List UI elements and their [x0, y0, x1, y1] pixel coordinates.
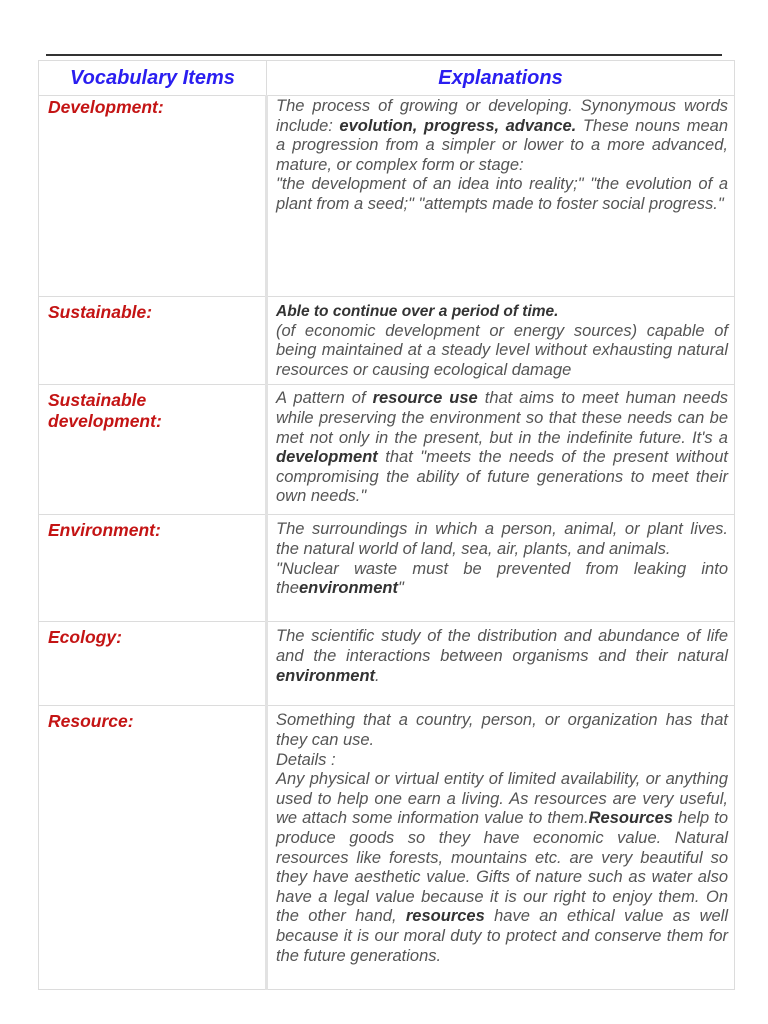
text-span: These nouns mean a progression from a simpler or lower to a more advanced, mature, or complex form or stage:: [276, 116, 728, 174]
explanation-example: [276, 560, 728, 599]
text-span: ": [397, 579, 404, 598]
bold-term: environment: [298, 579, 398, 598]
term-environment: Environment:: [39, 515, 267, 622]
term-sustainable-development: Sustainable development:: [39, 385, 267, 515]
text-span: "Nuclear waste must be prevented from leaking into the: [276, 559, 728, 598]
table-row: [39, 622, 735, 706]
bold-term: resource use: [372, 389, 478, 408]
definition-lead: Able to continue over a period of time.: [276, 303, 559, 320]
explanation-ecology: [267, 622, 735, 706]
text-span: A pattern of: [276, 389, 373, 408]
top-rule: [46, 54, 722, 56]
explanation-paragraph: [276, 389, 728, 507]
vocabulary-table: [38, 60, 735, 990]
term-ecology: Ecology:: [39, 622, 267, 706]
bold-term: development: [276, 448, 378, 467]
table-row: [39, 297, 735, 385]
bold-term: resources: [405, 907, 485, 926]
explanation-example: "the development of an idea into reality;" "the evolution of a plant from a seed;" "attempts made to foster social progress.": [276, 175, 728, 213]
text-span: Any physical or virtual entity of limited availability, or anything used to help one earn a living. As resources are very useful, we attach some information value to them.: [276, 770, 728, 828]
term-sustainable: Sustainable:: [39, 297, 267, 385]
text-span: .: [375, 666, 380, 685]
explanation-paragraph: [276, 770, 728, 966]
table-row: [39, 515, 735, 622]
text-span: help to produce goods so they have economic value. Natural resources like forests, mountains etc. are very beautiful so they have aesthetic value. Gifts of nature such as water also have a legal value because it is our right to enjoy them. On the other hand,: [276, 809, 728, 926]
table-row: [39, 385, 735, 515]
explanation-paragraph: Something that a country, person, or organization has that they can use.: [276, 711, 728, 749]
explanation-paragraph: [276, 627, 728, 686]
explanation-paragraph: The surroundings in which a person, animal, or plant lives. the natural world of land, sea, air, plants, and animals.: [276, 520, 728, 558]
term-resource: Resource:: [39, 706, 267, 990]
bold-term: environment: [276, 666, 376, 685]
header-row: [39, 61, 735, 96]
explanation-development: [267, 96, 735, 297]
explanation-paragraph: [276, 97, 728, 175]
text-span: The process of growing or developing. Synonymous words include:: [276, 97, 728, 135]
text-span: that "meets the needs of the present without compromising the ability of future generations to meet their own needs.": [276, 448, 728, 506]
bold-term: Resources: [588, 809, 673, 828]
explanation-sustainable: [267, 297, 735, 385]
header-explanations: Explanations: [267, 61, 735, 96]
table-row: [39, 96, 735, 297]
details-label: Details :: [276, 750, 336, 769]
explanation-resource: [267, 706, 735, 990]
explanation-environment: [267, 515, 735, 622]
bold-term: evolution, progress, advance.: [339, 116, 577, 135]
explanation-sustainable-development: [267, 385, 735, 515]
text-span: that aims to meet human needs while preserving the environment so that these needs can be met not only in the present, but in the indefinite future. It's a: [276, 389, 728, 447]
explanation-paragraph: (of economic development or energy sources) capable of being maintained at a steady level without exhausting natural resources or causing ecological damage: [276, 321, 728, 379]
table-row: [39, 706, 735, 990]
text-span: The scientific study of the distribution and abundance of life and the interactions between organisms and their natural: [276, 627, 728, 665]
term-development: Development:: [39, 96, 267, 297]
text-span: have an ethical value as well because it is our moral duty to protect and conserve them for the future generations.: [276, 907, 728, 965]
header-vocabulary-items: Vocabulary Items: [39, 61, 267, 96]
